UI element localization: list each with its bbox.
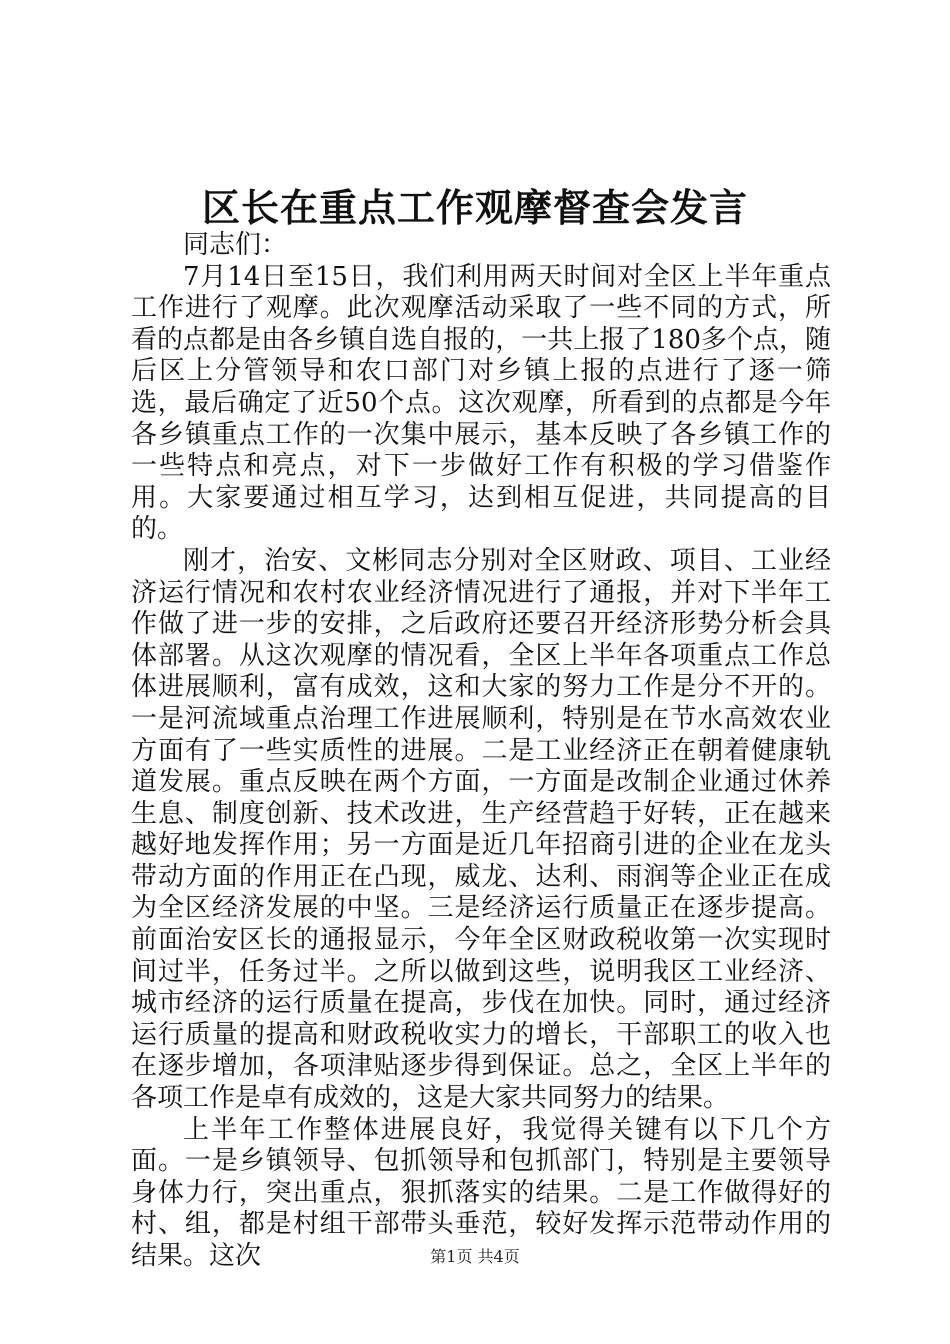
document-body — [131, 230, 831, 1273]
page-footer — [0, 1246, 950, 1268]
salutation: 同志们： — [183, 230, 288, 260]
document-title: 区长在重点工作观摩督查会发言 — [201, 185, 748, 230]
paragraph: 刚才，治安、文彬同志分别对全区财政、项目、工业经济运行情况和农村农业经济情况进行了通报，并对下半年工作做了进一步的安排，之后政府还要召开经济形势分析会具体部署。从这次观摩的情况看，全区上半年各项重点工作总体进展顺利，富有成效，这和大家的努力工作是分不开的。一是河流域重点治理工作进展顺利，特别是在节水高效农业方面有了一些实质性的进展。二是工业经济正在朝着健康轨道发展。重点反映在两个方面，一方面是改制企业通过休养生息、制度创新、技术改进，生产经营趋于好转，正在越来越好地发挥作用；另一方面是近几年招商引进的企业在龙头带动方面的作用正在凸现，威龙、达利、雨润等企业正在成为全区经济发展的中坚。三是经济运行质量正在逐步提高。前面治安区长的通报显示，今年全区财政税收第一次实现时间过半，任务过半。之所以做到这些，说明我区工业经济、城市经济的运行质量在提高，步伐在加快。同时，通过经济运行质量的提高和财政税收实力的增长，干部职工的收入也在逐步增加，各项津贴逐步得到保证。总之，全区上半年的各项工作是卓有成效的，这是大家共同努力的结果。 — [131, 545, 831, 1114]
paragraph: 上半年工作整体进展良好，我觉得关键有以下几个方面。一是乡镇领导、包抓领导和包抓部门，特别是主要领导身体力行，突出重点，狠抓落实的结果。二是工作做得好的村、组，都是村组干部带头垂范，较好发挥示范带动作用的结果。这次 — [131, 1114, 831, 1271]
page-number-label: 第1页 共4页 — [430, 1247, 520, 1266]
paragraph: 7月14日至15日，我们利用两天时间对全区上半年重点工作进行了观摩。此次观摩活动采取了一些不同的方式，所看的点都是由各乡镇自选自报的，一共上报了180多个点，随后区上分管领导和农口部门对乡镇上报的点进行了逐一筛选，最后确定了近50个点。这次观摩，所看到的点都是今年各乡镇重点工作的一次集中展示，基本反映了各乡镇工作的一些特点和亮点，对下一步做好工作有积极的学习借鉴作用。大家要通过相互学习，达到相互促进，共同提高的目的。 — [131, 261, 831, 545]
